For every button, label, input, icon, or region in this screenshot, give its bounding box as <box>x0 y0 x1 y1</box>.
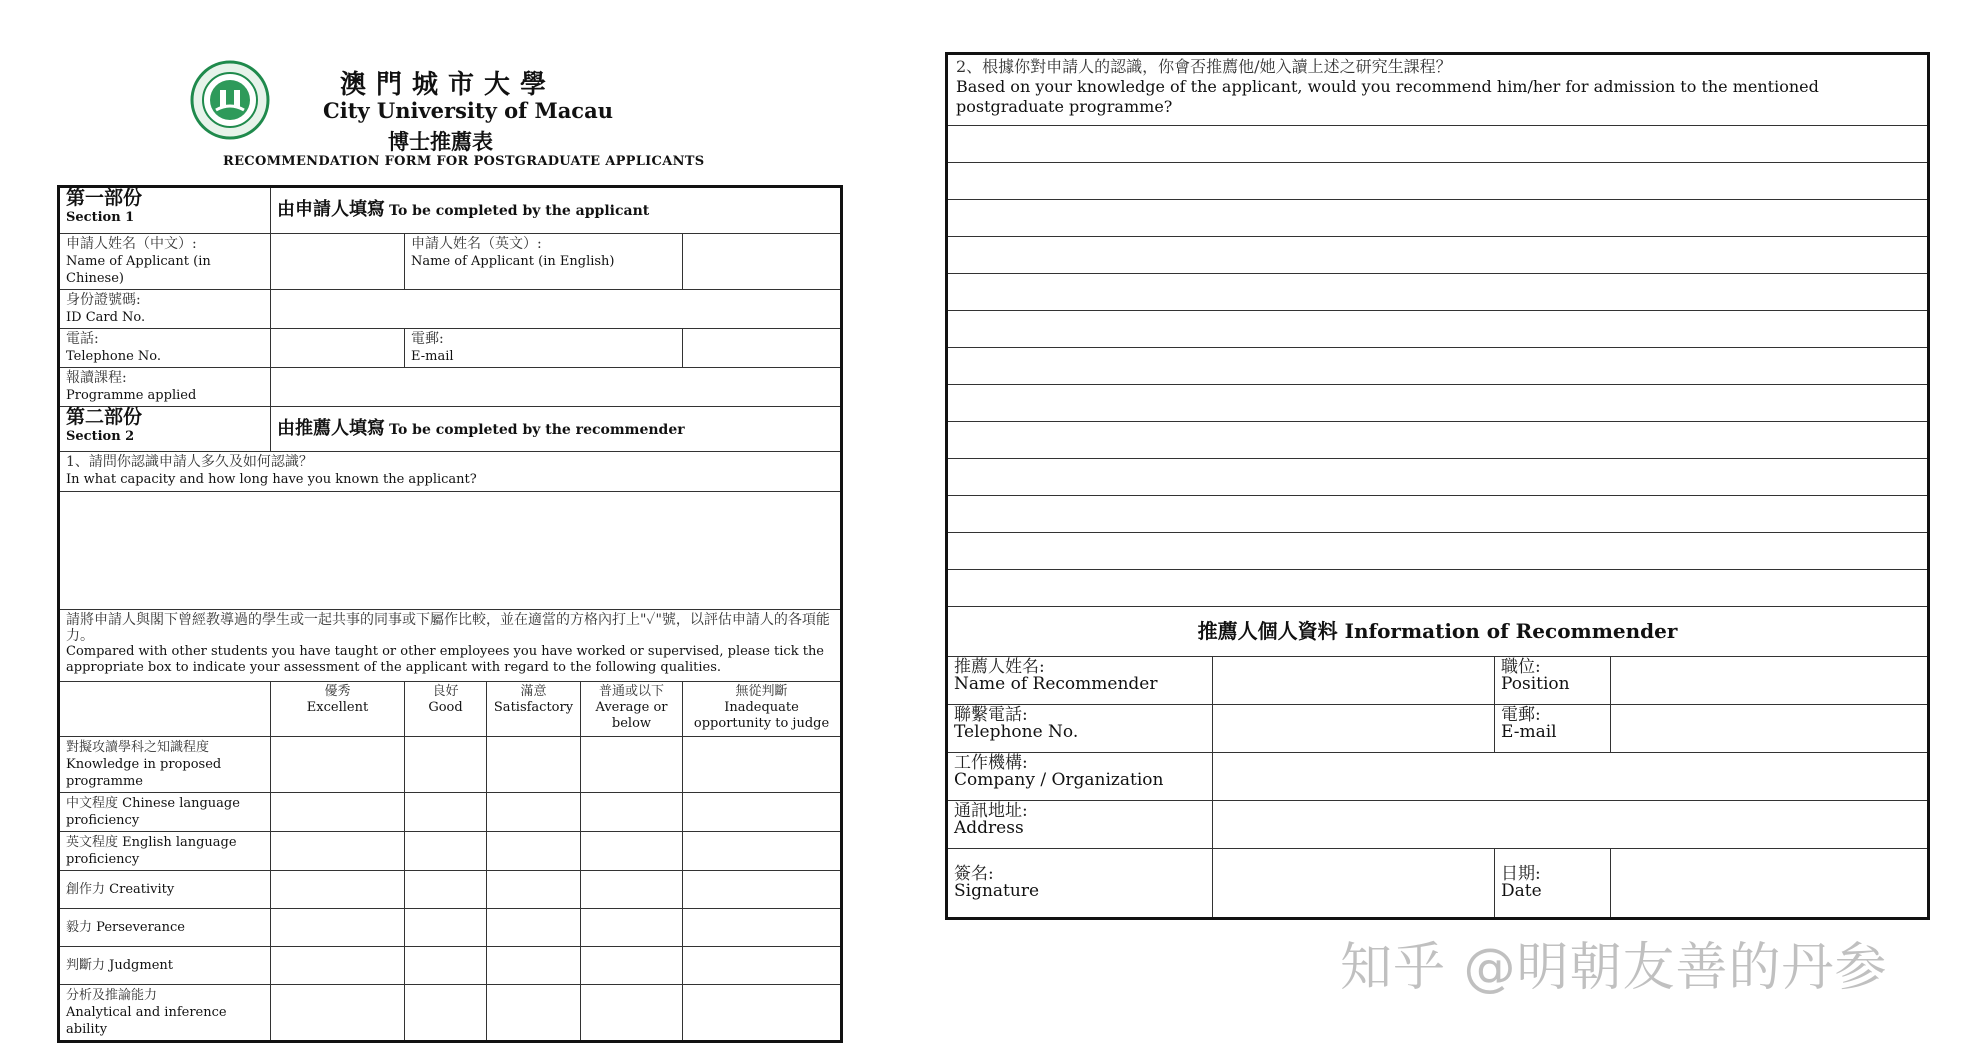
rating-cell[interactable] <box>683 947 842 985</box>
rating-col-satisfactory: 滿意 Satisfactory <box>487 682 581 737</box>
rating-cell[interactable] <box>683 985 842 1042</box>
rating-header-blank <box>59 682 271 737</box>
signature-field[interactable] <box>1213 849 1495 919</box>
rating-col-excellent: 優秀 Excellent <box>271 682 405 737</box>
answer-line[interactable] <box>947 274 1929 311</box>
date-field[interactable] <box>1611 849 1929 919</box>
rating-cell[interactable] <box>271 871 405 909</box>
rating-cell[interactable] <box>487 871 581 909</box>
rating-cell[interactable] <box>271 947 405 985</box>
form-title-zh: 博士推薦表 <box>388 129 493 154</box>
rating-cell[interactable] <box>271 832 405 871</box>
answer-line[interactable] <box>947 237 1929 274</box>
answer-line[interactable] <box>947 163 1929 200</box>
section2-title: 第二部份 Section 2 <box>59 407 271 452</box>
rating-cell[interactable] <box>271 737 405 793</box>
question1: 1、請問你認識申請人多久及如何認識？ In what capacity and how long have you known the applicant? <box>59 452 842 492</box>
quality-label: 毅力 Perseverance <box>59 909 271 947</box>
email-label: 電郵: E-mail <box>405 329 683 368</box>
applicant-form-section <box>57 185 843 1043</box>
rating-cell[interactable] <box>487 947 581 985</box>
rating-cell[interactable] <box>271 793 405 832</box>
company-label: 工作機構: Company / Organization <box>947 753 1213 801</box>
answer-line[interactable] <box>947 311 1929 348</box>
comparison-instructions: 請將申請人與閣下曾經教導過的學生或一起共事的同事或下屬作比較，並在適當的方格內打上"✓"號，以評估申請人的各項能力。 Compared with other students you have taught or other employees you have worked or supervised, please tick the appropriate box to indicate your assessment of the applicant with regard to the following qualities. <box>59 610 842 682</box>
answer-line[interactable] <box>947 348 1929 385</box>
question2: 2、根據你對申請人的認識，你會否推薦他/她入讀上述之研究生課程？ Based on your knowledge of the applicant, would you recommend him/her for admission to the mentioned postgraduate programme? <box>947 54 1929 126</box>
question1-answer-area[interactable] <box>59 492 842 610</box>
form-title-en: RECOMMENDATION FORM FOR POSTGRADUATE APPLICANTS <box>223 154 705 169</box>
rating-cell[interactable] <box>581 871 683 909</box>
quality-label: 中文程度 Chinese language proficiency <box>59 793 271 832</box>
answer-line[interactable] <box>947 422 1929 459</box>
recommender-email-label: 電郵: E-mail <box>1495 705 1611 753</box>
recommender-email-field[interactable] <box>1611 705 1929 753</box>
answer-line[interactable] <box>947 200 1929 237</box>
recommender-telephone-label: 聯繫電話: Telephone No. <box>947 705 1213 753</box>
form-header <box>190 60 710 175</box>
id-card-label: 身份證號碼: ID Card No. <box>59 290 271 329</box>
answer-line[interactable] <box>947 126 1929 163</box>
answer-line[interactable] <box>947 459 1929 496</box>
answer-line[interactable] <box>947 496 1929 533</box>
rating-col-inadequate: 無從判斷 Inadequate opportunity to judge <box>683 682 842 737</box>
rating-cell[interactable] <box>683 871 842 909</box>
address-field[interactable] <box>1213 801 1929 849</box>
rating-cell[interactable] <box>487 737 581 793</box>
name-english-label: 申請人姓名（英文）: Name of Applicant (in English) <box>405 234 683 290</box>
rating-cell[interactable] <box>683 909 842 947</box>
signature-label: 簽名: Signature <box>947 849 1213 919</box>
recommender-telephone-field[interactable] <box>1213 705 1495 753</box>
table-row <box>59 947 842 985</box>
name-chinese-field[interactable] <box>271 234 405 290</box>
quality-label: 創作力 Creativity <box>59 871 271 909</box>
rating-cell[interactable] <box>581 985 683 1042</box>
answer-line[interactable] <box>947 533 1929 570</box>
rating-cell[interactable] <box>581 737 683 793</box>
table-row <box>59 909 842 947</box>
recommender-name-field[interactable] <box>1213 657 1495 705</box>
quality-label: 判斷力 Judgment <box>59 947 271 985</box>
telephone-label: 電話: Telephone No. <box>59 329 271 368</box>
rating-cell[interactable] <box>581 947 683 985</box>
company-field[interactable] <box>1213 753 1929 801</box>
rating-cell[interactable] <box>405 909 487 947</box>
rating-cell[interactable] <box>581 832 683 871</box>
rating-cell[interactable] <box>581 909 683 947</box>
position-label: 職位: Position <box>1495 657 1611 705</box>
section2-fill-note: 由推薦人填寫 To be completed by the recommender <box>271 407 842 452</box>
recommendation-page2 <box>945 52 1930 920</box>
table-row <box>59 793 842 832</box>
rating-cell[interactable] <box>487 832 581 871</box>
rating-cell[interactable] <box>405 985 487 1042</box>
quality-label: 英文程度 English language proficiency <box>59 832 271 871</box>
rating-cell[interactable] <box>487 985 581 1042</box>
rating-cell[interactable] <box>405 947 487 985</box>
rating-col-average: 普通或以下 Average or below <box>581 682 683 737</box>
address-label: 通訊地址: Address <box>947 801 1213 849</box>
rating-cell[interactable] <box>487 909 581 947</box>
programme-field[interactable] <box>271 368 842 407</box>
rating-cell[interactable] <box>683 737 842 793</box>
rating-cell[interactable] <box>405 832 487 871</box>
recommender-info-title: 推薦人個人資料 Information of Recommender <box>947 607 1929 657</box>
watermark: 知乎 @明朝友善的丹参 <box>1340 938 1888 998</box>
university-seal-icon <box>190 60 270 140</box>
section1-title: 第一部份 Section 1 <box>59 187 271 234</box>
rating-cell[interactable] <box>405 737 487 793</box>
recommender-name-label: 推薦人姓名: Name of Recommender <box>947 657 1213 705</box>
email-field[interactable] <box>683 329 842 368</box>
rating-cell[interactable] <box>487 793 581 832</box>
answer-line[interactable] <box>947 385 1929 422</box>
id-card-field[interactable] <box>271 290 842 329</box>
university-name-en: City University of Macau <box>323 98 613 123</box>
rating-cell[interactable] <box>405 871 487 909</box>
name-english-field[interactable] <box>683 234 842 290</box>
answer-line[interactable] <box>947 570 1929 607</box>
rating-cell[interactable] <box>683 832 842 871</box>
table-row <box>59 737 842 793</box>
table-row <box>59 832 842 871</box>
university-name-zh: 澳門城市大學 <box>340 70 557 100</box>
rating-col-good: 良好 Good <box>405 682 487 737</box>
date-label: 日期: Date <box>1495 849 1611 919</box>
position-field[interactable] <box>1611 657 1929 705</box>
rating-cell[interactable] <box>683 793 842 832</box>
rating-cell[interactable] <box>271 909 405 947</box>
table-row <box>59 871 842 909</box>
name-chinese-label: 申請人姓名（中文）: Name of Applicant (in Chinese) <box>59 234 271 290</box>
telephone-field[interactable] <box>271 329 405 368</box>
programme-label: 報讀課程: Programme applied <box>59 368 271 407</box>
section1-fill-note: 由申請人填寫 To be completed by the applicant <box>271 187 842 234</box>
rating-cell[interactable] <box>405 793 487 832</box>
quality-label: 對擬攻讀學科之知識程度 Knowledge in proposed programme <box>59 737 271 793</box>
quality-label: 分析及推論能力 Analytical and inference ability <box>59 985 271 1042</box>
rating-cell[interactable] <box>271 985 405 1042</box>
rating-cell[interactable] <box>581 793 683 832</box>
table-row <box>59 985 842 1042</box>
